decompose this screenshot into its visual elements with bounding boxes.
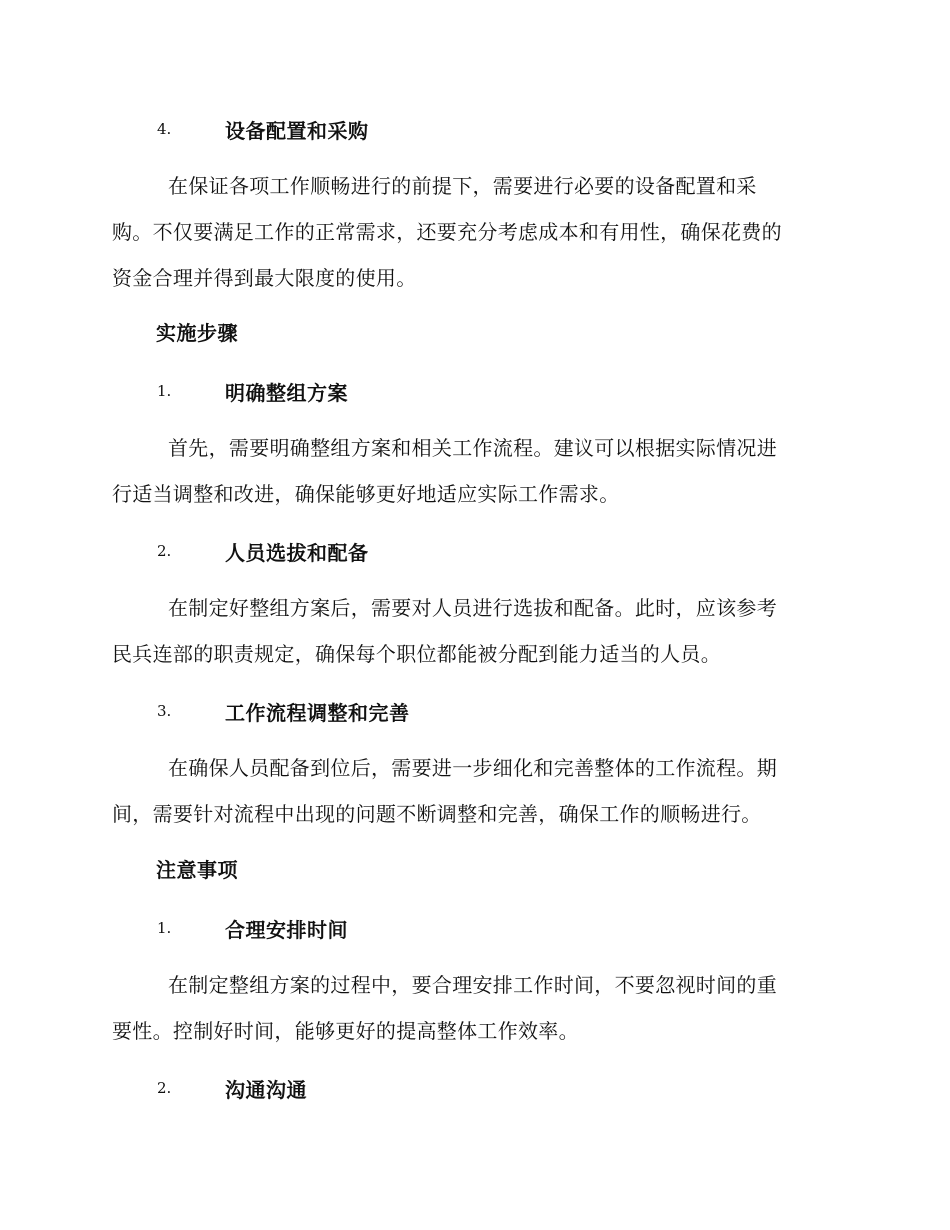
section-heading-notes: 注意事项 [156, 858, 238, 882]
list-heading-workflow [157, 696, 410, 726]
paragraph-line: 要性。控制好时间，能够更好的提高整体工作效率。 [112, 1019, 579, 1043]
paragraph-line: 在制定好整组方案后，需要对人员进行选拔和配备。此时，应该参考 [168, 596, 777, 620]
list-heading-equipment [157, 114, 369, 144]
list-title: 沟通沟通 [225, 1077, 307, 1102]
paragraph-workflow [112, 745, 832, 837]
section-heading-implementation: 实施步骤 [156, 321, 238, 345]
list-number: 3. [157, 702, 172, 720]
list-number: 2. [157, 1079, 172, 1097]
paragraph-line: 在确保人员配备到位后，需要进一步细化和完善整体的工作流程。期 [168, 756, 777, 780]
list-title: 明确整组方案 [225, 380, 348, 405]
list-heading-staffing [157, 536, 369, 566]
paragraph-line: 在保证各项工作顺畅进行的前提下，需要进行必要的设备配置和采 [168, 174, 757, 198]
list-number: 1. [157, 919, 172, 937]
paragraph-plan [112, 425, 832, 517]
list-number: 1. [157, 382, 172, 400]
paragraph-equipment [112, 163, 832, 301]
list-title: 人员选拔和配备 [225, 540, 369, 565]
list-heading-communication [157, 1073, 307, 1103]
list-number: 2. [157, 542, 172, 560]
paragraph-line: 首先，需要明确整组方案和相关工作流程。建议可以根据实际情况进 [168, 436, 777, 460]
paragraph-line: 在制定整组方案的过程中，要合理安排工作时间，不要忽视时间的重 [168, 973, 777, 997]
list-title: 合理安排时间 [225, 917, 348, 942]
list-number: 4. [157, 120, 172, 138]
paragraph-staffing [112, 585, 832, 677]
paragraph-line: 资金合理并得到最大限度的使用。 [112, 266, 417, 290]
list-heading-plan [157, 376, 348, 406]
paragraph-line: 民兵连部的职责规定，确保每个职位都能被分配到能力适当的人员。 [112, 642, 721, 666]
paragraph-line: 行适当调整和改进，确保能够更好地适应实际工作需求。 [112, 482, 620, 506]
paragraph-line: 购。不仅要满足工作的正常需求，还要充分考虑成本和有用性，确保花费的 [112, 220, 782, 244]
paragraph-time [112, 962, 832, 1054]
list-title: 设备配置和采购 [225, 118, 369, 143]
paragraph-line: 间，需要针对流程中出现的问题不断调整和完善，确保工作的顺畅进行。 [112, 802, 762, 826]
list-title: 工作流程调整和完善 [225, 700, 410, 725]
list-heading-time [157, 913, 348, 943]
